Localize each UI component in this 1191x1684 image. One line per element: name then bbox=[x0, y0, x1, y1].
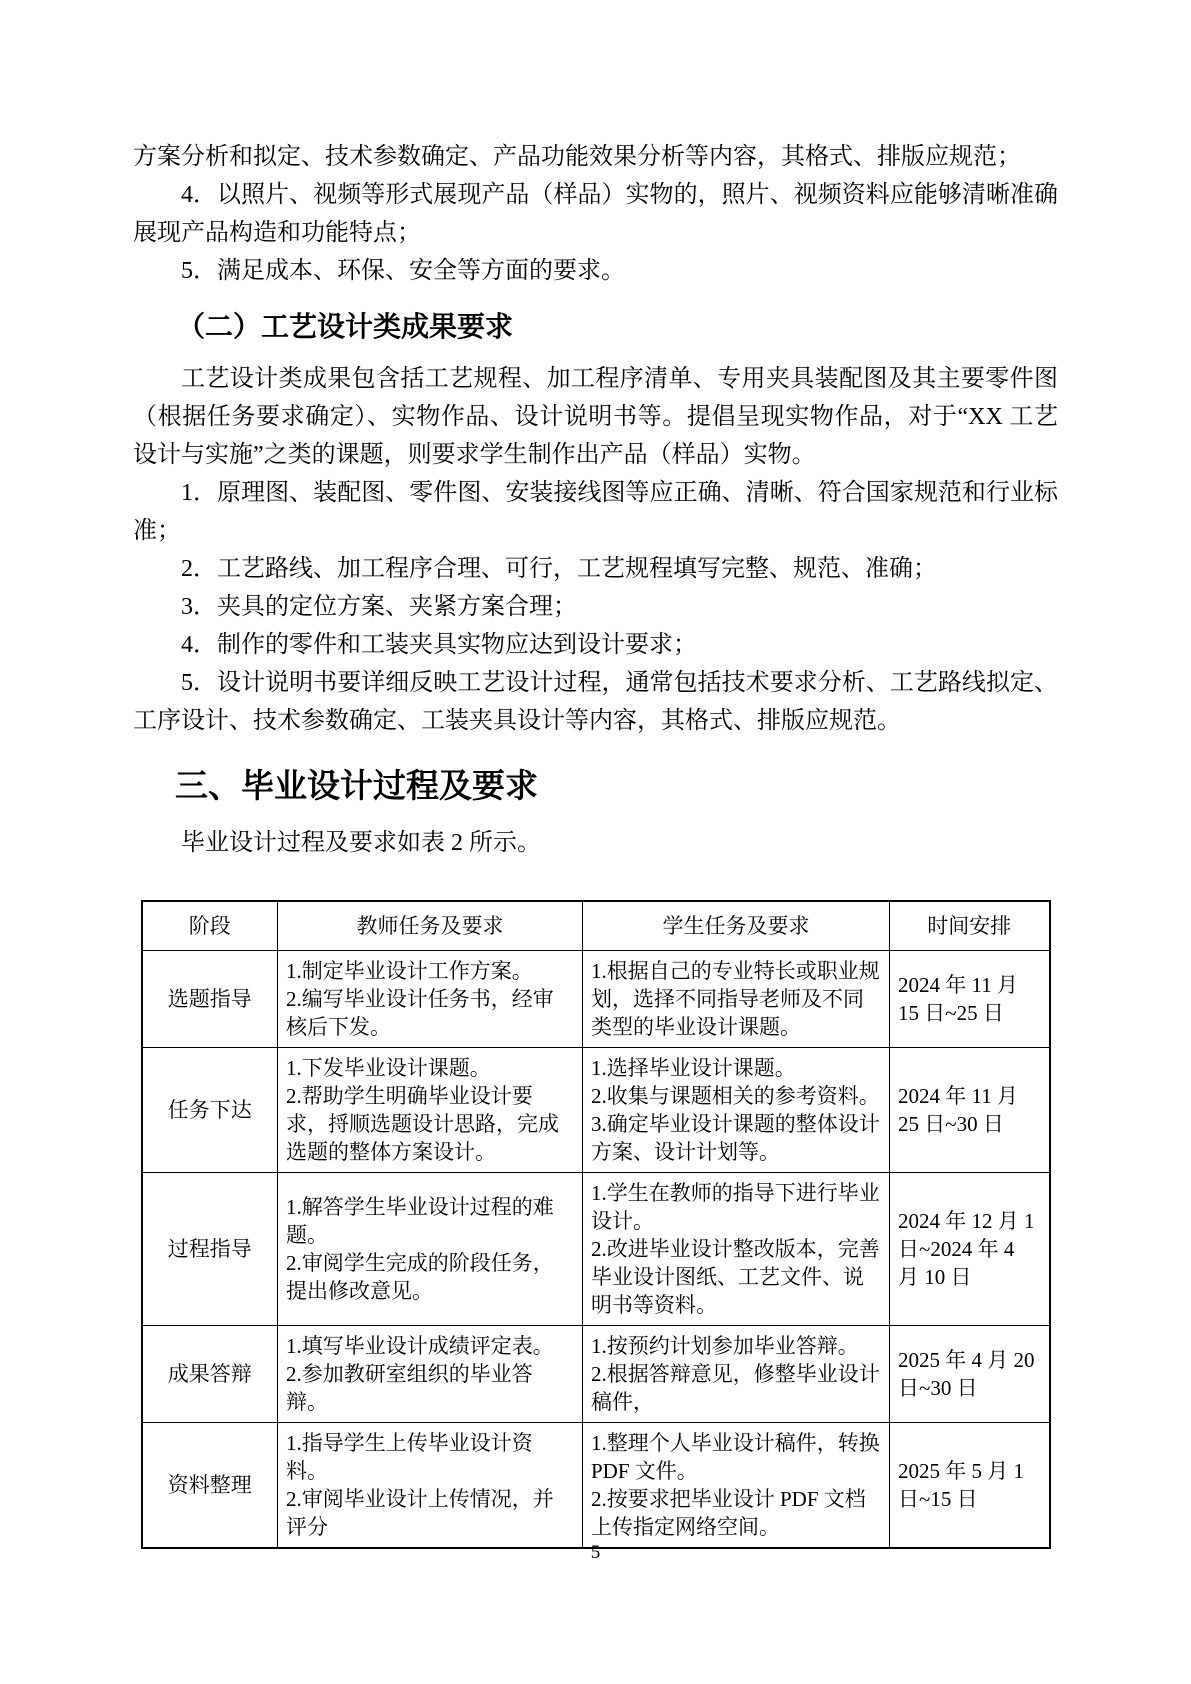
table-row bbox=[142, 951, 1050, 1048]
table-row bbox=[142, 1326, 1050, 1423]
schedule-cell: 2025 年 5 月 1 日~15 日 bbox=[890, 1423, 1050, 1549]
teacher-tasks-cell bbox=[278, 1048, 583, 1173]
task-line: 1.填写毕业设计成绩评定表。 bbox=[286, 1334, 554, 1358]
stage-cell: 资料整理 bbox=[142, 1423, 278, 1549]
list-item-cost: 5．满足成本、环保、安全等方面的要求。 bbox=[181, 258, 625, 284]
task-line: 1.按预约计划参加毕业答辩。 bbox=[591, 1334, 859, 1358]
student-tasks-cell bbox=[583, 1423, 890, 1549]
header-schedule: 时间安排 bbox=[890, 901, 1050, 951]
task-line: 2.按要求把毕业设计 PDF 文档上传指定网络空间。 bbox=[591, 1487, 866, 1539]
schedule-cell: 2024 年 12 月 1 日~2024 年 4 月 10 日 bbox=[890, 1173, 1050, 1326]
task-line: 2.帮助学生明确毕业设计要求，捋顺选题设计思路，完成选题的整体方案设计。 bbox=[286, 1084, 559, 1164]
schedule-cell: 2024 年 11 月 15 日~25 日 bbox=[890, 951, 1050, 1048]
task-line: 1.制定毕业设计工作方案。 bbox=[286, 959, 533, 983]
teacher-tasks-cell bbox=[278, 951, 583, 1048]
teacher-tasks-cell bbox=[278, 1173, 583, 1326]
header-student-tasks: 学生任务及要求 bbox=[583, 901, 890, 951]
page-number: 5 bbox=[590, 1542, 601, 1563]
task-line: 1.整理个人毕业设计稿件，转换 PDF 文件。 bbox=[591, 1431, 880, 1483]
section2-item-1: 1．原理图、装配图、零件图、安装接线图等应正确、清晰、符合国家规范和行业标准； bbox=[133, 480, 1058, 544]
student-tasks-cell bbox=[583, 1048, 890, 1173]
page-content bbox=[133, 138, 1058, 1549]
task-line: 2.参加教研室组织的毕业答辩。 bbox=[286, 1362, 533, 1414]
stage-cell: 任务下达 bbox=[142, 1048, 278, 1173]
stage-cell: 过程指导 bbox=[142, 1173, 278, 1326]
header-teacher-tasks: 教师任务及要求 bbox=[278, 901, 583, 951]
section2-item-3: 3．夹具的定位方案、夹紧方案合理； bbox=[181, 594, 577, 620]
task-line: 1.解答学生毕业设计过程的难题。 bbox=[286, 1195, 554, 1247]
stage-cell: 成果答辩 bbox=[142, 1326, 278, 1423]
table-row bbox=[142, 1423, 1050, 1549]
header-stage: 阶段 bbox=[142, 901, 278, 951]
table-row bbox=[142, 1173, 1050, 1326]
task-line: 1.指导学生上传毕业设计资料。 bbox=[286, 1431, 533, 1483]
task-line: 1.下发毕业设计课题。 bbox=[286, 1056, 491, 1080]
section2-item-2: 2．工艺路线、加工程序合理、可行，工艺规程填写完整、规范、准确； bbox=[181, 556, 937, 582]
schedule-cell: 2024 年 11 月 25 日~30 日 bbox=[890, 1048, 1050, 1173]
task-line: 2.改进毕业设计整改版本，完善毕业设计图纸、工艺文件、说明书等资料。 bbox=[591, 1237, 880, 1317]
task-line: 3.确定毕业设计课题的整体设计方案、设计计划等。 bbox=[591, 1112, 880, 1164]
task-line: 1.选择毕业设计课题。 bbox=[591, 1056, 796, 1080]
student-tasks-cell bbox=[583, 951, 890, 1048]
task-line: 2.审阅学生完成的阶段任务，提出修改意见。 bbox=[286, 1251, 554, 1303]
table-header-row bbox=[142, 901, 1050, 951]
task-line: 1.学生在教师的指导下进行毕业设计。 bbox=[591, 1181, 880, 1233]
teacher-tasks-cell bbox=[278, 1423, 583, 1549]
section2-heading: （二）工艺设计类成果要求 bbox=[177, 311, 514, 342]
teacher-tasks-cell bbox=[278, 1326, 583, 1423]
task-line: 2.根据答辩意见，修整毕业设计稿件， bbox=[591, 1362, 880, 1414]
table-row bbox=[142, 1048, 1050, 1173]
stage-cell: 选题指导 bbox=[142, 951, 278, 1048]
task-line: 2.审阅毕业设计上传情况，并评分 bbox=[286, 1487, 554, 1539]
paragraph-continuation: 方案分析和拟定、技术参数确定、产品功能效果分析等内容，其格式、排版应规范； bbox=[133, 144, 1021, 170]
section2-intro: 工艺设计类成果包含括工艺规程、加工程序清单、专用夹具装配图及其主要零件图（根据任务要求确定）、实物作品、设计说明书等。提倡呈现实物作品，对于“XX 工艺设计与实施”之类的课题，则要求学生制作出产品（样品）实物。 bbox=[133, 366, 1058, 468]
table-intro: 毕业设计过程及要求如表 2 所示。 bbox=[181, 830, 541, 856]
section2-item-5: 5．设计说明书要详细反映工艺设计过程，通常包括技术要求分析、工艺路线拟定、工序设计、技术参数确定、工装夹具设计等内容，其格式、排版应规范。 bbox=[133, 670, 1058, 734]
task-line: 1.根据自己的专业特长或职业规划，选择不同指导老师及不同类型的毕业设计课题。 bbox=[591, 959, 880, 1039]
list-item-photos: 4．以照片、视频等形式展现产品（样品）实物的，照片、视频资料应能够清晰准确展现产品构造和功能特点； bbox=[133, 182, 1058, 246]
section3-heading: 三、毕业设计过程及要求 bbox=[175, 767, 538, 804]
process-table bbox=[141, 900, 1051, 1549]
student-tasks-cell bbox=[583, 1173, 890, 1326]
section2-item-4: 4．制作的零件和工装夹具实物应达到设计要求； bbox=[181, 632, 697, 658]
task-line: 2.编写毕业设计任务书，经审核后下发。 bbox=[286, 987, 554, 1039]
schedule-cell: 2025 年 4 月 20 日~30 日 bbox=[890, 1326, 1050, 1423]
student-tasks-cell bbox=[583, 1326, 890, 1423]
task-line: 2.收集与课题相关的参考资料。 bbox=[591, 1084, 880, 1108]
